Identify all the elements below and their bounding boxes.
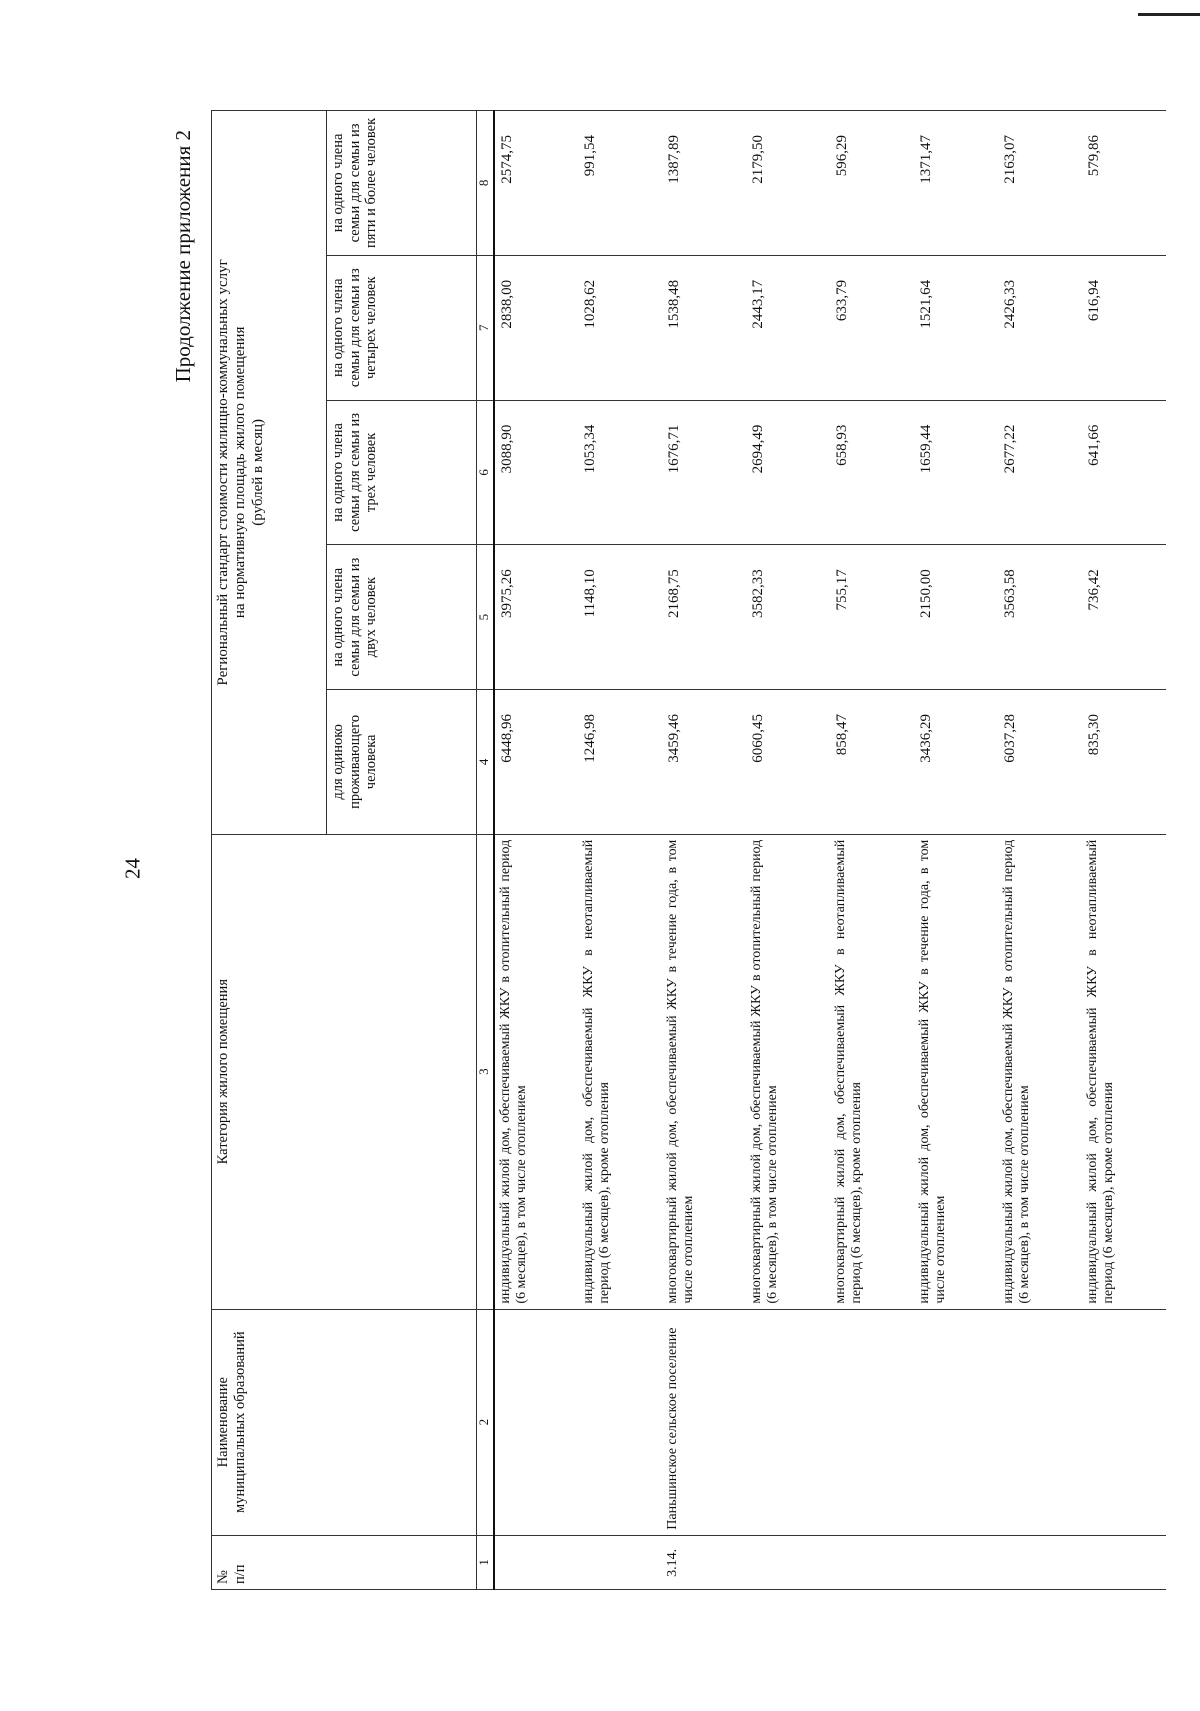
col-number: 8: [477, 111, 495, 256]
row-municipality: Паньшинское сельское поселение: [662, 1309, 746, 1535]
value-family-2: 3563,58: [998, 545, 1082, 690]
value-family-3: 3088,90: [494, 400, 578, 545]
col-number: 4: [477, 690, 495, 835]
row-category: индивидуальный жилой дом, обеспечиваемый ЖКУ в неотапливаемый период (6 месяцев), кроме отопления: [1082, 834, 1166, 1309]
value-family-2: 1148,10: [578, 545, 662, 690]
value-single: 1246,98: [578, 690, 662, 835]
col-number: 2: [477, 1309, 495, 1535]
value-family-5plus: 2179,50: [746, 111, 830, 256]
value-family-5plus: 991,54: [578, 111, 662, 256]
row-municipality: [746, 1309, 830, 1535]
row-municipality: [494, 1309, 578, 1535]
rotated-page-content: [155, 100, 1200, 1590]
header-regional-standard: Региональный стандарт стоимости жилищно-коммунальных услуг на нормативную площадь жилого помещения (рублей в месяц): [212, 111, 327, 835]
row-municipality: [830, 1309, 914, 1535]
row-number: [830, 1535, 914, 1589]
row-category: индивидуальный жилой дом, обеспечиваемый ЖКУ в отопительный период (6 месяцев), в том числе отоплением: [998, 834, 1082, 1309]
value-family-4: 1521,64: [914, 255, 998, 400]
value-family-3: 1676,71: [662, 400, 746, 545]
header-col5: на одного члена семьи для семьи из двух человек: [327, 545, 477, 690]
appendix-caption: Продолжение приложения 2: [171, 130, 195, 383]
value-single: 835,30: [1082, 690, 1166, 835]
table-row: [914, 111, 998, 1590]
row-category: многоквартирный жилой дом, обеспечиваемый ЖКУ в отопительный период (6 месяцев), в том числе отоплением: [746, 834, 830, 1309]
header-col8: на одного члена семьи для семьи из пяти и более человек: [327, 111, 477, 256]
row-number: [914, 1535, 998, 1589]
value-single: 6448,96: [494, 690, 578, 835]
value-family-4: 2838,00: [494, 255, 578, 400]
value-family-2: 755,17: [830, 545, 914, 690]
header-col4: для одиноко проживающего человека: [327, 690, 477, 835]
row-number: 3.14.: [662, 1535, 746, 1589]
value-family-3: 2694,49: [746, 400, 830, 545]
value-family-3: 641,66: [1082, 400, 1166, 545]
value-family-5plus: 2163,07: [998, 111, 1082, 256]
page-number: 24: [120, 858, 145, 879]
value-family-3: 1053,34: [578, 400, 662, 545]
value-family-2: 3975,26: [494, 545, 578, 690]
value-family-5plus: 2574,75: [494, 111, 578, 256]
row-category: индивидуальный жилой дом, обеспечиваемый ЖКУ в отопительный период (6 месяцев), в том числе отоплением: [494, 834, 578, 1309]
col-number: 7: [477, 255, 495, 400]
col-number: 1: [477, 1535, 495, 1589]
value-family-5plus: 1371,47: [914, 111, 998, 256]
housing-standard-table: [211, 110, 1166, 1590]
value-family-3: 1659,44: [914, 400, 998, 545]
value-family-4: 616,94: [1082, 255, 1166, 400]
row-number: [998, 1535, 1082, 1589]
value-family-5plus: 1387,89: [662, 111, 746, 256]
value-family-2: 2150,00: [914, 545, 998, 690]
row-category: многоквартирный жилой дом, обеспечиваемый ЖКУ в неотапливаемый период (6 месяцев), кроме отопления: [830, 834, 914, 1309]
value-family-4: 633,79: [830, 255, 914, 400]
value-family-5plus: 579,86: [1082, 111, 1166, 256]
header-category: Категория жилого помещения: [212, 834, 477, 1309]
value-single: 858,47: [830, 690, 914, 835]
value-family-2: 736,42: [1082, 545, 1166, 690]
row-municipality: [998, 1309, 1082, 1535]
col-number: 3: [477, 834, 495, 1309]
table-row: [494, 111, 578, 1590]
row-category: индивидуальный жилой дом, обеспечиваемый ЖКУ в течение года, в том числе отоплением: [914, 834, 998, 1309]
scan-edge-mark: [1138, 13, 1200, 16]
row-category: индивидуальный жилой дом, обеспечиваемый ЖКУ в неотапливаемый период (6 месяцев), кроме отопления: [578, 834, 662, 1309]
table-row: [746, 111, 830, 1590]
header-municipality: Наименование муниципальных образований: [212, 1309, 477, 1535]
value-family-4: 1538,48: [662, 255, 746, 400]
value-family-3: 658,93: [830, 400, 914, 545]
header-col7: на одного члена семьи для семьи из четырех человек: [327, 255, 477, 400]
header-number: № п/п: [212, 1535, 477, 1589]
value-single: 6037,28: [998, 690, 1082, 835]
value-family-4: 2426,33: [998, 255, 1082, 400]
table-row: [830, 111, 914, 1590]
row-number: [746, 1535, 830, 1589]
row-municipality: [914, 1309, 998, 1535]
row-municipality: [1082, 1309, 1166, 1535]
header-col6: на одного члена семьи для семьи из трех человек: [327, 400, 477, 545]
value-family-5plus: 596,29: [830, 111, 914, 256]
col-number: 6: [477, 400, 495, 545]
value-family-3: 2677,22: [998, 400, 1082, 545]
value-single: 6060,45: [746, 690, 830, 835]
row-category: многоквартирный жилой дом, обеспечиваемый ЖКУ в течение года, в том числе отоплением: [662, 834, 746, 1309]
table-row: [1082, 111, 1166, 1590]
column-numbers-row: [477, 111, 495, 1590]
value-family-4: 2443,17: [746, 255, 830, 400]
row-municipality: [578, 1309, 662, 1535]
row-number: [494, 1535, 578, 1589]
value-family-2: 3582,33: [746, 545, 830, 690]
row-number: [578, 1535, 662, 1589]
table-row: [998, 111, 1082, 1590]
table-row: [662, 111, 746, 1590]
value-family-2: 2168,75: [662, 545, 746, 690]
col-number: 5: [477, 545, 495, 690]
value-single: 3459,46: [662, 690, 746, 835]
row-number: [1082, 1535, 1166, 1589]
value-single: 3436,29: [914, 690, 998, 835]
table-row: [578, 111, 662, 1590]
value-family-4: 1028,62: [578, 255, 662, 400]
